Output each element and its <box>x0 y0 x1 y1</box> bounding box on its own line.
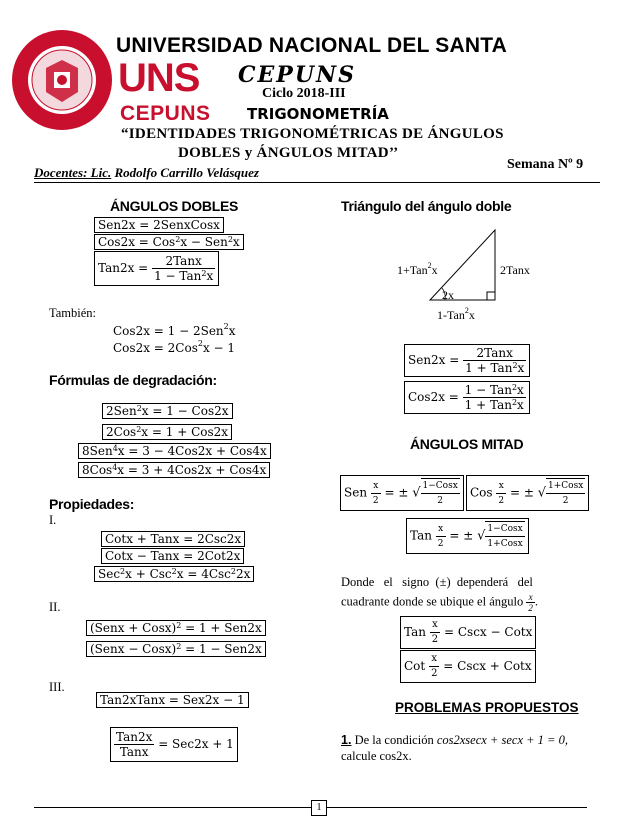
problem-1-line2: calcule cos2x. <box>341 749 412 763</box>
roman-2: II. <box>49 600 61 614</box>
formula-cos2x: Cos2x = Cos$^2$x − Sen$^2$x <box>94 234 244 250</box>
section-degradation: Fórmulas de degradación: <box>49 372 217 388</box>
prop-6: Tan2xTanx = Sex2x − 1 <box>96 692 249 708</box>
roman-3: III. <box>49 680 65 694</box>
university-seal-icon <box>10 28 114 132</box>
cycle-label: Ciclo 2018-III <box>262 86 346 101</box>
sign-note-line1: Donde el signo (±) dependerá del <box>341 575 533 589</box>
prop-5: (Senx − Cosx)$^2$ = 1 − Sen2x <box>86 641 266 657</box>
triangle-hypotenuse-label: 1+Tan$^2$x <box>397 261 438 277</box>
prop-4: (Senx + Cosx)$^2$ = 1 + Sen2x <box>86 620 266 636</box>
topic-line2: DOBLES y ÁNGULOS MITAD’’ <box>178 145 399 161</box>
problem-number: 1. <box>341 733 352 747</box>
prop-3: Sec$^2$x + Csc$^2$x = 4Csc$^2$2x <box>94 566 254 582</box>
half-cot-alt: Cot $\frac{x}{2}$ = Cscx + Cotx <box>400 650 536 683</box>
formula-tan2x: Tan2x = $\frac{\text{2Tanx}}{1 - Tan^2x}$ <box>94 251 219 286</box>
cepuns-title: CEPUNS <box>238 62 357 88</box>
section-problems: PROBLEMAS PROPUESTOS <box>395 700 579 715</box>
half-cos: Cos $\frac{x}{2}$ = ± √ $\frac{\text{1+Cosx}}{2}$ <box>466 475 589 511</box>
half-tan: Tan $\frac{x}{2}$ = ± √ $\frac{\text{1−Cosx}}{\text{1+Cosx}}$ <box>406 518 529 554</box>
university-title: UNIVERSIDAD NACIONAL DEL SANTA <box>116 34 508 57</box>
half-sen: Sen $\frac{x}{2}$ = ± √ $\frac{\text{1−Cosx}}{2}$ <box>340 475 464 511</box>
half-tan-alt: Tan $\frac{x}{2}$ = Cscx − Cotx <box>400 616 536 649</box>
subject-label: TRIGONOMETRÍA <box>247 105 389 123</box>
section-half-angles: ÁNGULOS MITAD <box>410 436 524 452</box>
degrad-2: 2Cos$^2$x = 1 + Cos2x <box>102 424 232 440</box>
header-rule <box>34 182 600 183</box>
page-number: 1 <box>311 800 327 816</box>
footer-rule-left <box>34 807 311 808</box>
degrad-1: 2Sen$^2$x = 1 − Cos2x <box>102 403 233 419</box>
section-double-angles: ÁNGULOS DOBLES <box>110 198 239 214</box>
triangle-opposite-label: 2Tanx <box>500 263 530 277</box>
alt-cos2x-1: Cos2x = 1 − 2Sen$^2$x <box>113 322 236 338</box>
university-seal <box>10 28 114 132</box>
cepuns-logo: CEPUNS <box>120 102 211 125</box>
also-label: También: <box>49 306 97 320</box>
triangle-angle-label: 2x <box>442 288 454 302</box>
week-label: Semana Nº 9 <box>507 157 584 172</box>
teachers-label: Docentes: Lic. <box>34 165 112 180</box>
prop-7: $\frac{\text{Tan2x}}{\text{Tanx}}$ = Sec2x + 1 <box>110 727 238 762</box>
sign-note-line2: cuadrante donde se ubique el ángulo $\frac{x}{2}$ . <box>341 592 538 613</box>
teachers-name: Rodolfo Carrillo Velásquez <box>111 165 259 180</box>
topic-line1: “IDENTIDADES TRIGONOMÉTRICAS DE ÁNGULOS <box>121 126 504 142</box>
teachers-line <box>34 165 259 181</box>
uns-logo: UNS <box>118 56 200 100</box>
prop-2: Cotx − Tanx = 2Cot2x <box>101 548 244 564</box>
formula-sen2x: Sen2x = 2SenxCosx <box>94 217 224 233</box>
degrad-3: 8Sen$^4$x = 3 − 4Cos2x + Cos4x <box>78 443 271 459</box>
triangle-adjacent-label: 1-Tan$^2$x <box>437 306 475 322</box>
degrad-4: 8Cos$^4$x = 3 + 4Cos2x + Cos4x <box>78 462 270 478</box>
section-properties: Propiedades: <box>49 496 135 512</box>
prop-1: Cotx + Tanx = 2Csc2x <box>101 531 245 547</box>
triangle-sen2x: Sen2x = $\frac{\text{2Tanx}}{1 + Tan^2x}$ <box>404 344 530 377</box>
triangle-cos2x: Cos2x = $\frac{1 - Tan^2x}{1 + Tan^2x}$ <box>404 381 530 414</box>
section-triangle: Triángulo del ángulo doble <box>341 198 512 214</box>
footer-rule-right <box>327 807 587 808</box>
problem-1-line1: 1. De la condición cos2xsecx + secx + 1 = 0, <box>341 733 568 747</box>
alt-cos2x-2: Cos2x = 2Cos$^2$x − 1 <box>113 339 236 355</box>
roman-1: I. <box>49 513 57 527</box>
